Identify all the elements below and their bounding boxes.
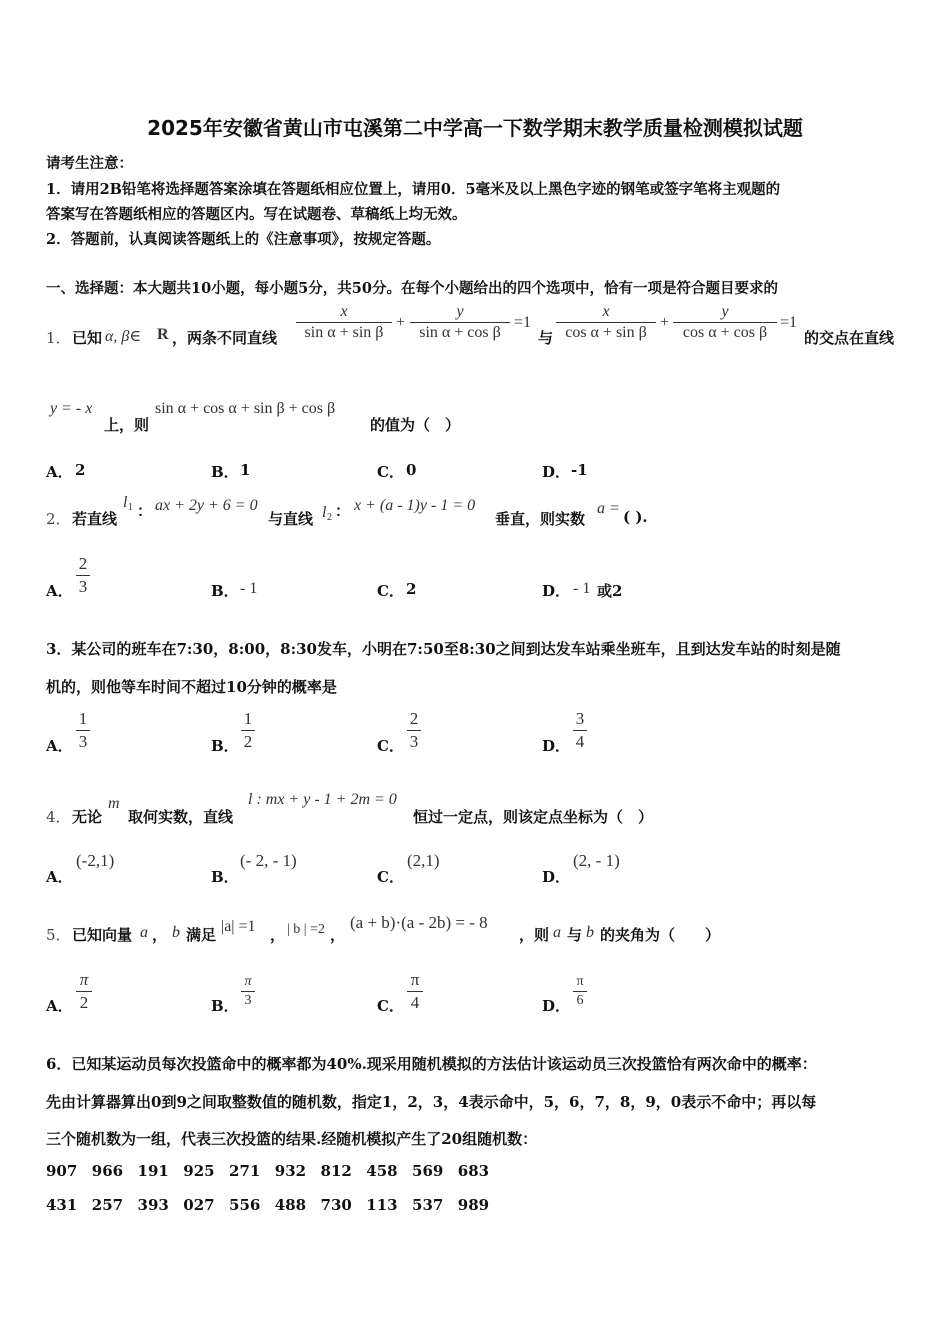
- q4-variable-m: m: [108, 795, 120, 812]
- q2-option-a-denominator: 3: [78, 577, 88, 596]
- q2-option-a-numerator: 2: [78, 554, 88, 573]
- q2-option-c-value: 2: [406, 580, 417, 598]
- q1-text-5: 上，则: [104, 416, 150, 434]
- q3-option-a-denominator: 3: [78, 732, 88, 751]
- q5-vector-b-2: b: [586, 924, 594, 941]
- q1-text-2: ，两条不同直线: [172, 329, 278, 347]
- q1-equals-2: =1: [780, 314, 798, 331]
- q5-option-d-denominator: 6: [576, 993, 584, 1008]
- q5-option-c-label: C．: [377, 997, 404, 1015]
- q3-option-d-fraction: [573, 709, 587, 752]
- q2-line-l1: l: [123, 494, 128, 511]
- q6-line-3: 三个随机数为一组，代表三次投篮的结果.经随机模拟产生了20组随机数：: [46, 1130, 538, 1148]
- q1-math-R: R: [157, 326, 169, 343]
- q2-equation-1: ax + 2y + 6 = 0: [155, 497, 258, 514]
- q2-option-c-label: C．: [377, 582, 404, 600]
- q2-option-b-value: - 1: [240, 580, 258, 597]
- q3-option-b-denominator: 2: [243, 732, 253, 751]
- q4-option-a-value: (-2,1): [76, 851, 115, 870]
- q3-option-c-label: C．: [377, 737, 404, 755]
- q5-option-b-fraction: [241, 974, 255, 1009]
- q2-option-d-value: - 1: [573, 580, 591, 597]
- q1-fraction-3: [556, 302, 656, 343]
- q1-math-alpha-beta: α, β∈: [105, 328, 142, 345]
- q1-option-b-label: B．: [211, 463, 239, 481]
- q5-comma: ，: [152, 926, 168, 944]
- q1-plus-2: +: [660, 314, 670, 331]
- q2-option-d-label: D．: [542, 582, 571, 600]
- q6-random-numbers-row-2: 431 257 393 027 556 488 730 113 537 989: [46, 1196, 490, 1214]
- q1-math-sum: sin α + cos α + sin β + cos β: [155, 400, 336, 417]
- q1-equals-1: =1: [514, 314, 532, 331]
- notice-line-1: 1．请用2B铅笔将选择题答案涂填在答题纸相应位置上，请用0．5毫米及以上黑色字迹的钢笔或签字笔将主观题的: [46, 181, 781, 198]
- q2-option-b-label: B．: [211, 582, 239, 600]
- q2-option-d-tail: 或2: [597, 582, 623, 600]
- q2-option-a-fraction: [76, 554, 90, 597]
- q5-option-a-denominator: 2: [79, 993, 89, 1012]
- q5-vector-a-2: a: [553, 924, 561, 941]
- q1-fraction-4-denominator: cos α + cos β: [682, 324, 768, 341]
- q3-option-c-denominator: 3: [409, 732, 419, 751]
- q4-option-a-label: A．: [46, 868, 73, 886]
- q2-number: 2．: [46, 510, 71, 528]
- q3-option-a-fraction: [76, 709, 90, 752]
- q1-option-d-label: D．: [542, 463, 571, 481]
- q4-number: 4．: [46, 808, 71, 826]
- q3-option-d-denominator: 4: [575, 732, 585, 751]
- q4-option-d-value: (2, - 1): [573, 851, 620, 870]
- q5-option-a-fraction: [76, 970, 92, 1013]
- q5-option-b-label: B．: [211, 997, 239, 1015]
- q5-option-a-label: A．: [46, 997, 73, 1015]
- q5-comma-2: ，: [270, 926, 286, 944]
- q5-option-c-numerator: π: [410, 970, 420, 989]
- q3-option-c-fraction: [407, 709, 421, 752]
- q1-fraction-3-denominator: cos α + sin β: [565, 324, 647, 341]
- q5-option-a-numerator: π: [79, 970, 89, 989]
- q3-option-c-numerator: 2: [409, 709, 419, 728]
- q2-line-l1-sub: 1: [128, 502, 133, 513]
- q1-math-line: y = - x: [50, 400, 93, 417]
- q6-random-numbers-row-1: 907 966 191 925 271 932 812 458 569 683: [46, 1162, 490, 1180]
- q5-text-3: ，则: [519, 926, 550, 944]
- q5-option-b-numerator: π: [244, 974, 252, 989]
- q5-comma-3: ，: [330, 926, 346, 944]
- q2-text-1: 若直线: [72, 510, 118, 528]
- q1-option-c-label: C．: [377, 463, 404, 481]
- page-title: 2025年安徽省黄山市屯溪第二中学高一下数学期末教学质量检测模拟试题: [147, 116, 803, 140]
- q3-line-2: 机的，则他等车时间不超过10分钟的概率是: [46, 678, 337, 696]
- q4-option-c-value: (2,1): [407, 851, 440, 870]
- q5-option-d-label: D．: [542, 997, 571, 1015]
- q3-option-b-numerator: 1: [243, 709, 253, 728]
- q1-option-a-label: A．: [46, 463, 73, 481]
- q1-text-3: 与: [538, 329, 554, 347]
- q4-equation: l : mx + y - 1 + 2m = 0: [248, 791, 397, 808]
- q6-line-1: 6．已知某运动员每次投篮命中的概率都为40%.现采用随机模拟的方法估计该运动员三次投篮恰有两次命中的概率：: [46, 1055, 817, 1073]
- q1-option-d-value: -1: [571, 461, 588, 479]
- q4-text-1: 无论: [72, 808, 103, 826]
- q5-text-1: 已知向量: [72, 926, 133, 944]
- q1-fraction-2-denominator: sin α + cos β: [419, 324, 501, 341]
- q5-text-2: 满足: [186, 926, 217, 944]
- q3-option-a-numerator: 1: [78, 709, 88, 728]
- q5-condition-3: (a + b)·(a - 2b) = - 8: [350, 913, 488, 932]
- q1-number: 1．: [46, 329, 71, 347]
- q3-option-b-label: B．: [211, 737, 239, 755]
- q5-condition-1: |a| =1: [221, 918, 256, 935]
- q1-plus-1: +: [396, 314, 406, 331]
- q5-option-c-fraction: [407, 970, 423, 1013]
- q1-fraction-3-numerator: x: [602, 303, 610, 320]
- q1-option-b-value: 1: [240, 461, 251, 479]
- q3-option-d-numerator: 3: [575, 709, 585, 728]
- q2-option-a-label: A．: [46, 582, 73, 600]
- q2-colon-1: ：: [137, 502, 153, 520]
- q1-text-1: 已知: [72, 329, 103, 347]
- q1-text-4: 的交点在直线: [804, 329, 895, 347]
- q2-colon-2: ：: [335, 502, 351, 520]
- q5-option-d-numerator: π: [576, 974, 584, 989]
- q5-vector-a: a: [140, 924, 148, 941]
- q1-fraction-4-numerator: y: [721, 303, 729, 320]
- q1-text-6: 的值为（ ）: [370, 416, 461, 434]
- q2-text-3: 垂直，则实数: [495, 510, 586, 528]
- q1-fraction-2-numerator: y: [456, 303, 464, 320]
- q5-text-4: 与: [567, 926, 583, 944]
- q5-number: 5．: [46, 926, 71, 944]
- q3-option-a-label: A．: [46, 737, 73, 755]
- q2-equation-2: x + (a - 1)y - 1 = 0: [354, 497, 476, 514]
- q3-option-b-fraction: [241, 709, 255, 752]
- q2-line-l2: l: [322, 504, 327, 521]
- notice-line-2: 答案写在答题纸相应的答题区内。写在试题卷、草稿纸上均无效。: [46, 206, 467, 223]
- q2-text-2: 与直线: [268, 510, 314, 528]
- notice-heading: 请考生注意：: [46, 155, 133, 172]
- q4-option-b-label: B．: [211, 868, 239, 886]
- q1-fraction-4: [673, 302, 777, 343]
- notice-line-3: 2．答题前，认真阅读答题纸上的《注意事项》，按规定答题。: [46, 231, 441, 248]
- section-heading: 一、选择题：本大题共10小题，每小题5分，共50分。在每个小题给出的四个选项中，恰有一项是符合题目要求的: [46, 280, 778, 297]
- q5-option-d-fraction: [573, 974, 587, 1009]
- q1-option-c-value: 0: [406, 461, 417, 479]
- q1-fraction-1-numerator: x: [340, 303, 348, 320]
- q4-text-2: 取何实数，直线: [128, 808, 234, 826]
- q1-fraction-1: [296, 302, 392, 343]
- q3-line-1: 3．某公司的班车在7:30，8:00，8:30发车，小明在7:50至8:30之间到达发车站乘坐班车，且到达发车站的时刻是随: [46, 640, 841, 658]
- q2-line-l2-sub: 2: [327, 512, 332, 523]
- q1-fraction-2: [410, 302, 510, 343]
- q5-vector-b: b: [172, 924, 180, 941]
- q5-condition-2: | b | =2: [287, 922, 326, 937]
- q5-option-c-denominator: 4: [410, 993, 420, 1012]
- q1-fraction-1-denominator: sin α + sin β: [304, 324, 384, 341]
- q5-option-b-denominator: 3: [244, 993, 252, 1008]
- q1-option-a-value: 2: [75, 461, 86, 479]
- q4-text-3: 恒过一定点，则该定点坐标为（ ）: [413, 808, 654, 826]
- q3-option-d-label: D．: [542, 737, 571, 755]
- q2-text-4: ( ).: [623, 508, 648, 526]
- q4-option-d-label: D．: [542, 868, 571, 886]
- q4-option-b-value: (- 2, - 1): [240, 851, 297, 870]
- q5-text-5: 的夹角为（ ）: [600, 926, 721, 944]
- q4-option-c-label: C．: [377, 868, 404, 886]
- q2-variable-a: a =: [597, 500, 620, 517]
- q6-line-2: 先由计算器算出0到9之间取整数值的随机数，指定1，2，3，4表示命中，5，6，7，8，9，0表示不命中；再以每: [46, 1093, 817, 1111]
